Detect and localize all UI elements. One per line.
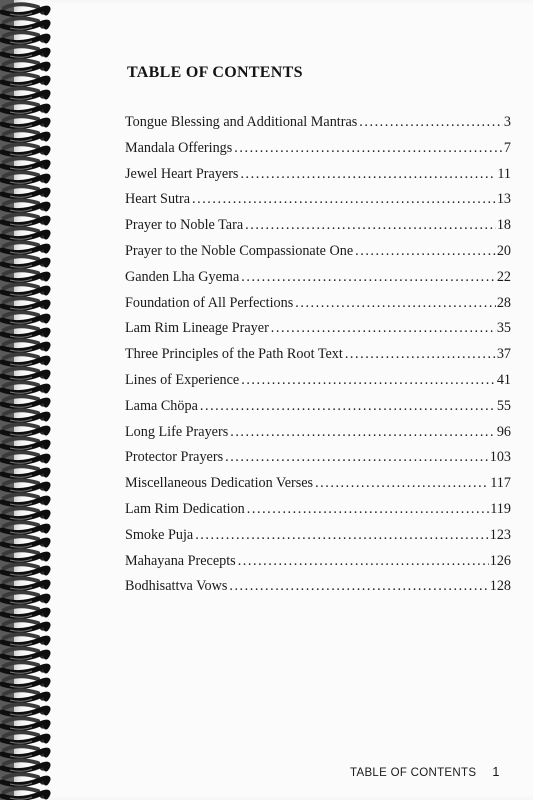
- toc-entry: [125, 140, 511, 166]
- binding-coil: [2, 46, 48, 57]
- binding-coil: [2, 214, 48, 225]
- toc-entry-title: Lam Rim Dedication: [125, 500, 245, 517]
- binding-coil: [2, 18, 48, 29]
- footer-page-number: 1: [492, 764, 500, 779]
- binding-coil: [2, 620, 48, 631]
- binding-coil: [2, 284, 48, 295]
- toc-entry-page-number: 18: [496, 217, 511, 234]
- binding-coil: [2, 88, 48, 99]
- toc-entry: [125, 166, 511, 192]
- dot-leader: [345, 346, 496, 363]
- toc-entry-title: Long Life Prayers: [125, 423, 229, 440]
- toc-entry-title: Smoke Puja: [125, 526, 194, 543]
- dot-leader: [192, 191, 496, 208]
- binding-coil: [2, 74, 48, 85]
- toc-entry: [125, 346, 511, 372]
- toc-entry-page-number: 35: [496, 320, 511, 337]
- toc-entry: [125, 191, 511, 217]
- binding-coil: [2, 32, 48, 43]
- binding-coil: [2, 578, 48, 589]
- footer-section-label: TABLE OF CONTENTS: [350, 767, 477, 779]
- toc-entry-page-number: 28: [496, 294, 511, 311]
- toc-entry-title: Heart Sutra: [125, 191, 191, 208]
- binding-coil: [2, 158, 48, 169]
- dot-leader: [229, 578, 488, 595]
- toc-entry-title: Lines of Experience: [125, 371, 240, 388]
- binding-coil: [2, 228, 48, 239]
- toc-entry-title: Foundation of All Perfections: [125, 294, 294, 311]
- toc-entry-title: Jewel Heart Prayers: [125, 165, 239, 182]
- dot-leader: [238, 553, 489, 570]
- binding-coil: [2, 102, 48, 113]
- binding-coil: [2, 522, 48, 533]
- toc-entry-page-number: 119: [490, 500, 511, 517]
- toc-list: [125, 114, 511, 604]
- toc-entry-page-number: 37: [496, 346, 511, 363]
- toc-entry: [125, 424, 511, 450]
- binding-coil: [2, 704, 48, 715]
- binding-coil: [2, 368, 48, 379]
- toc-entry-page-number: 7: [503, 139, 511, 156]
- dot-leader: [247, 501, 489, 518]
- binding-coil: [2, 746, 48, 757]
- toc-entry-title: Lama Chöpa: [125, 397, 198, 414]
- toc-entry-page-number: 41: [496, 371, 511, 388]
- toc-entry-title: Protector Prayers: [125, 449, 224, 466]
- toc-entry: [125, 527, 511, 553]
- dot-leader: [200, 398, 496, 415]
- dot-leader: [195, 527, 489, 544]
- binding-coil: [2, 144, 48, 155]
- dot-leader: [234, 140, 503, 157]
- toc-entry-page-number: 11: [497, 165, 511, 182]
- binding-coil: [2, 508, 48, 519]
- binding-coil: [2, 774, 48, 785]
- toc-entry: [125, 320, 511, 346]
- binding-coil: [2, 382, 48, 393]
- toc-entry: [125, 295, 511, 321]
- binding-coil: [2, 4, 48, 15]
- binding-coil: [2, 298, 48, 309]
- toc-entry-title: Mahayana Precepts: [125, 552, 236, 569]
- toc-entry-page-number: 22: [496, 268, 511, 285]
- binding-coil: [2, 326, 48, 337]
- toc-entry-title: Miscellaneous Dedication Verses: [125, 475, 314, 492]
- toc-entry-title: Mandala Offerings: [125, 139, 233, 156]
- binding-coil: [2, 676, 48, 687]
- toc-entry-page-number: 3: [503, 114, 511, 130]
- toc-entry-page-number: 96: [496, 423, 511, 440]
- toc-entry: [125, 243, 511, 269]
- toc-entry-title: Lam Rim Lineage Prayer: [125, 320, 269, 337]
- page-footer: [350, 764, 500, 779]
- toc-entry-page-number: 128: [489, 578, 511, 595]
- binding-coil: [2, 186, 48, 197]
- toc-entry: [125, 501, 511, 527]
- binding-coil: [2, 60, 48, 71]
- binding-coil: [2, 732, 48, 743]
- binding-coil: [2, 396, 48, 407]
- toc-entry: [125, 372, 511, 398]
- binding-coil: [2, 564, 48, 575]
- binding-coil: [2, 718, 48, 729]
- binding-coil: [2, 256, 48, 267]
- binding-coil: [2, 200, 48, 211]
- toc-entry: [125, 553, 511, 579]
- dot-leader: [241, 372, 496, 389]
- dot-leader: [355, 243, 496, 260]
- toc-entry-title: Ganden Lha Gyema: [125, 268, 240, 285]
- dot-leader: [241, 269, 496, 286]
- toc-entry: [125, 398, 511, 424]
- binding-coil: [2, 340, 48, 351]
- toc-entry: [125, 475, 511, 501]
- toc-entry-page-number: 126: [489, 552, 511, 569]
- binding-coil: [2, 592, 48, 603]
- spiral-binding: [0, 0, 80, 800]
- binding-coil: [2, 452, 48, 463]
- dot-leader: [359, 114, 503, 131]
- toc-entry-page-number: 13: [496, 191, 511, 208]
- binding-coil: [2, 662, 48, 673]
- toc-entry: [125, 578, 511, 604]
- binding-coil: [2, 410, 48, 421]
- dot-leader: [230, 424, 496, 441]
- toc-entry-page-number: 55: [496, 397, 511, 414]
- binding-coil: [2, 424, 48, 435]
- binding-coil: [2, 760, 48, 771]
- toc-entry-page-number: 123: [489, 526, 511, 543]
- binding-coil: [2, 550, 48, 561]
- toc-entry-page-number: 103: [489, 449, 511, 466]
- binding-coil: [2, 172, 48, 183]
- toc-entry-page-number: 20: [496, 242, 511, 259]
- binding-coil: [2, 648, 48, 659]
- binding-coil: [2, 116, 48, 127]
- dot-leader: [245, 217, 496, 234]
- dot-leader: [271, 320, 496, 337]
- binding-coil: [2, 312, 48, 323]
- binding-coil: [2, 438, 48, 449]
- binding-coil: [2, 480, 48, 491]
- dot-leader: [295, 295, 496, 312]
- binding-coil: [2, 788, 48, 799]
- toc-entry-title: Bodhisattva Vows: [125, 578, 228, 595]
- toc-entry-title: Three Principles of the Path Root Text: [125, 346, 343, 363]
- dot-leader: [315, 475, 489, 492]
- binding-coil: [2, 536, 48, 547]
- binding-coil: [2, 270, 48, 281]
- toc-entry-page-number: 117: [490, 475, 511, 492]
- binding-coil: [2, 606, 48, 617]
- binding-coil: [2, 242, 48, 253]
- binding-coil: [2, 690, 48, 701]
- toc-entry: [125, 114, 511, 140]
- toc-entry: [125, 269, 511, 295]
- page-title: TABLE OF CONTENTS: [127, 64, 303, 81]
- toc-entry: [125, 217, 511, 243]
- toc-entry: [125, 449, 511, 475]
- binding-coil: [2, 634, 48, 645]
- toc-entry-title: Prayer to the Noble Compassionate One: [125, 242, 354, 259]
- toc-entry-title: Prayer to Noble Tara: [125, 217, 244, 234]
- toc-entry-title: Tongue Blessing and Additional Mantras: [125, 114, 358, 130]
- binding-coil: [2, 130, 48, 141]
- dot-leader: [240, 166, 496, 183]
- dot-leader: [225, 449, 489, 466]
- binding-coil: [2, 466, 48, 477]
- binding-coil: [2, 494, 48, 505]
- binding-coil: [2, 354, 48, 365]
